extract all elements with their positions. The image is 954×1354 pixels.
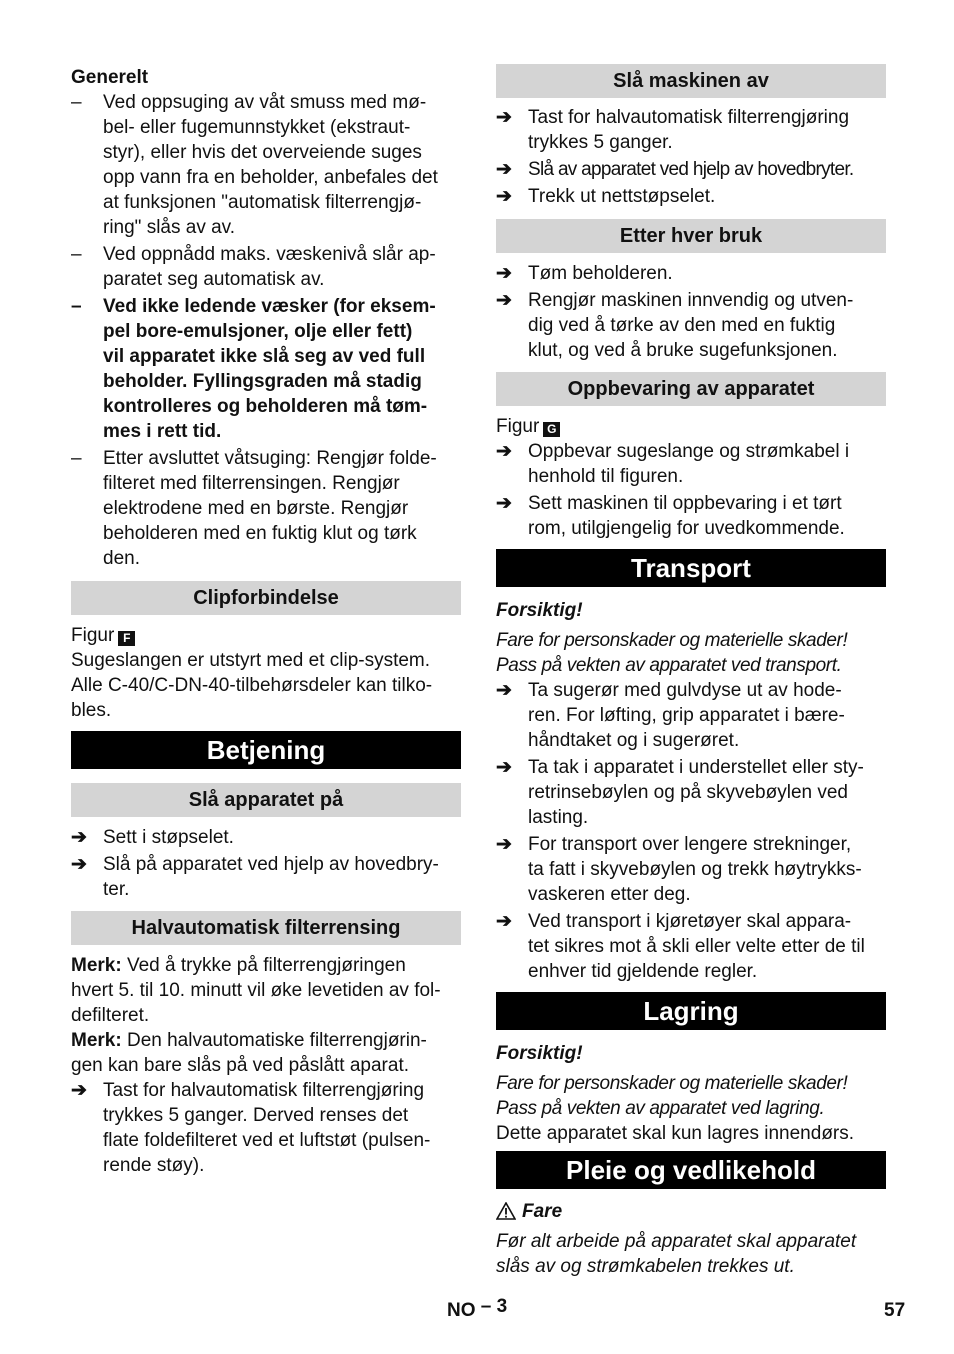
list-item-line: den. — [103, 548, 140, 569]
list-item-line: flate foldefilteret ved et luftstøt (pulsen- — [103, 1130, 431, 1151]
merk-text-2-line-0: Den halvautomatiske filterrengjørin- — [121, 1030, 427, 1051]
list-item-line: filteret med filterrensingen. Rengjør — [103, 473, 400, 494]
slaa-paa-list — [71, 825, 461, 902]
list-item-line: trykkes 5 ganger. Derved renses det — [103, 1105, 409, 1126]
list-item-line: retrinsebøylen og på skyvebøylen ved — [528, 782, 848, 803]
list-item-line: klut, og ved å bruke sugefunksjonen. — [528, 340, 838, 361]
list-item-line: lasting. — [528, 807, 589, 828]
list-item-line: ter. — [103, 879, 130, 900]
arrow-bullet-icon: ➔ — [496, 263, 512, 284]
slaa-maskinen-av-heading: Slå maskinen av — [496, 64, 886, 98]
list-item-line: Slå på apparatet ved hjelp av hovedbry- — [103, 854, 439, 875]
list-item — [71, 446, 461, 571]
list-item-line: håndtaket og i sugerøret. — [528, 730, 740, 751]
list-item-line: Tast for halvautomatisk filterrengjøring — [528, 107, 850, 128]
list-item — [71, 852, 461, 902]
generelt-list — [71, 90, 461, 571]
right-column — [496, 64, 886, 1279]
transport-caution: Forsiktig! — [496, 600, 583, 621]
transport-list — [496, 678, 886, 984]
fare-label-row — [496, 1199, 886, 1224]
list-item-line: vil apparatet ikke slå seg av ved full — [103, 346, 426, 367]
text-line: Alle C-40/C-DN-40-tilbehørsdeler kan tilko- — [71, 675, 433, 696]
betjening-heading: Betjening — [71, 731, 461, 769]
merk-label-1: Merk: — [71, 955, 122, 976]
warning-triangle-icon — [496, 1202, 516, 1220]
dash-bullet-icon: – — [71, 448, 82, 469]
arrow-bullet-icon: ➔ — [496, 107, 512, 128]
list-item-line: beholder. Fyllingsgraden må stadig — [103, 371, 422, 392]
arrow-bullet-icon: ➔ — [71, 827, 87, 848]
arrow-bullet-icon: ➔ — [496, 159, 512, 180]
list-item-line: mes i rett tid. — [103, 421, 222, 442]
arrow-bullet-icon: ➔ — [496, 441, 512, 462]
page-number: 57 — [884, 1300, 906, 1321]
lagring-text: Dette apparatet skal kun lagres innendørs. — [496, 1123, 855, 1144]
list-item-line: styr), eller hvis det overveiende suges — [103, 142, 422, 163]
list-item — [71, 825, 461, 850]
merk-text-1-line-0: Ved å trykke på filterrengjøringen — [121, 955, 406, 976]
halvautomatisk-heading: Halvautomatisk filterrensing — [71, 911, 461, 945]
list-item-line: enhver tid gjeldende regler. — [528, 961, 758, 982]
list-item-line: ring" slås av av. — [103, 217, 236, 238]
list-item — [496, 439, 886, 489]
figure-f-icon: F — [118, 631, 135, 646]
list-item-line: Trekk ut nettstøpselet. — [528, 186, 716, 207]
merk-text-2-line-1: gen kan bare slås på ved påslått aparat. — [71, 1055, 410, 1076]
arrow-bullet-icon: ➔ — [496, 186, 512, 207]
slaa-apparatet-paa-heading: Slå apparatet på — [71, 783, 461, 817]
list-item-line: Sett maskinen til oppbevaring i et tørt — [528, 493, 842, 514]
arrow-bullet-icon: ➔ — [496, 290, 512, 311]
footer-section-number — [447, 1298, 507, 1323]
list-item-line: For transport over lengere strekninger, — [528, 834, 852, 855]
list-item-line: henhold til figuren. — [528, 466, 684, 487]
arrow-bullet-icon: ➔ — [71, 854, 87, 875]
arrow-bullet-icon: ➔ — [496, 680, 512, 701]
list-item-line: Tast for halvautomatisk filterrengjøring — [103, 1080, 425, 1101]
left-column — [71, 64, 461, 1180]
list-item-line: elektrodene med en børste. Rengjør — [103, 498, 409, 519]
clipforbindelse-heading: Clipforbindelse — [71, 581, 461, 615]
list-item-line: rom, utilgjengelig for uvedkommende. — [528, 518, 845, 539]
list-item — [496, 261, 886, 286]
text-line: Fare for personskader og materielle skader! — [496, 1073, 848, 1094]
clip-text — [71, 648, 461, 723]
arrow-bullet-icon: ➔ — [496, 911, 512, 932]
slaa-av-list — [496, 105, 886, 209]
list-item-line: opp vann fra en beholder, anbefales det — [103, 167, 438, 188]
merk-text-1-line-2: defilteret. — [71, 1005, 150, 1026]
merk-text-1-line-1: hvert 5. til 10. minutt vil øke levetiden av fol- — [71, 980, 441, 1001]
list-item-line: Etter avsluttet våtsuging: Rengjør folde- — [103, 448, 437, 469]
list-item — [71, 294, 461, 444]
list-item-line: Rengjør maskinen innvendig og utven- — [528, 290, 854, 311]
list-item — [71, 242, 461, 292]
list-item-line: kontrolleres og beholderen må tøm- — [103, 396, 428, 417]
list-item-line: Ved transport i kjøretøyer skal appara- — [528, 911, 852, 932]
arrow-bullet-icon: ➔ — [71, 1080, 87, 1101]
list-item-line: trykkes 5 ganger. — [528, 132, 673, 153]
list-item — [496, 105, 886, 155]
merk-note-1 — [71, 953, 461, 1028]
generelt-heading: Generelt — [71, 67, 149, 88]
oppb-list — [496, 439, 886, 541]
list-item-line: ren. For løfting, grip apparatet i bære- — [528, 705, 845, 726]
list-item — [496, 832, 886, 907]
figure-label: Figur — [71, 625, 115, 646]
footer-lang: NO — [447, 1300, 476, 1321]
list-item-line: Sett i støpselet. — [103, 827, 234, 848]
text-line: slås av og strømkabelen trekkes ut. — [496, 1256, 795, 1277]
list-item-line: Ved oppsuging av våt smuss med mø- — [103, 92, 427, 113]
text-line: Før alt arbeide på apparatet skal apparatet — [496, 1231, 857, 1252]
text-line: Pass på vekten av apparatet ved lagring. — [496, 1098, 825, 1119]
oppb-figure-ref — [496, 414, 886, 439]
list-item — [496, 491, 886, 541]
list-item — [496, 288, 886, 363]
arrow-bullet-icon: ➔ — [496, 493, 512, 514]
list-item — [496, 678, 886, 753]
figure-label: Figur — [496, 416, 540, 437]
lagring-caution: Forsiktig! — [496, 1043, 583, 1064]
list-item-line: dig ved å tørke av den med en fuktig — [528, 315, 836, 336]
list-item-line: pel bore-emulsjoner, olje eller fett) — [103, 321, 413, 342]
etter-list — [496, 261, 886, 363]
list-item — [71, 90, 461, 240]
text-line: Pass på vekten av apparatet ved transport. — [496, 655, 842, 676]
dash-bullet-icon: – — [71, 296, 82, 317]
list-item — [71, 1078, 461, 1178]
list-item — [496, 909, 886, 984]
text-line: bles. — [71, 700, 112, 721]
list-item-line: at funksjonen "automatisk filterrengjø- — [103, 192, 422, 213]
footer-sep: – — [480, 1296, 492, 1317]
list-item-line: tet sikres mot å skli eller velte etter de til — [528, 936, 865, 957]
pleie-heading: Pleie og vedlikehold — [496, 1151, 886, 1189]
footer-num: 3 — [496, 1296, 508, 1317]
lagring-heading: Lagring — [496, 992, 886, 1030]
list-item-line: Ved oppnådd maks. væskenivå slår ap- — [103, 244, 436, 265]
oppbevaring-heading: Oppbevaring av apparatet — [496, 372, 886, 406]
list-item-line: Slå av apparatet ved hjelp av hovedbryter. — [528, 159, 854, 180]
text-line: Fare for personskader og materielle skader! — [496, 630, 848, 651]
text-line: Sugeslangen er utstyrt med et clip-system. — [71, 650, 431, 671]
fare-label: Fare — [522, 1201, 563, 1222]
fare-text — [496, 1229, 886, 1279]
list-item-line: vaskeren etter deg. — [528, 884, 691, 905]
list-item-line: rende støy). — [103, 1155, 205, 1176]
etter-hver-bruk-heading: Etter hver bruk — [496, 219, 886, 253]
dash-bullet-icon: – — [71, 92, 82, 113]
list-item — [496, 184, 886, 209]
list-item-line: ta fatt i skyvebøylen og trekk høytrykks- — [528, 859, 862, 880]
transport-warning — [496, 628, 886, 678]
arrow-bullet-icon: ➔ — [496, 757, 512, 778]
merk-label-2: Merk: — [71, 1030, 122, 1051]
list-item-line: Ved ikke ledende væsker (for eksem- — [103, 296, 436, 317]
lagring-warning — [496, 1071, 886, 1121]
list-item-line: beholderen med en fuktig klut og tørk — [103, 523, 417, 544]
clip-figure-ref — [71, 623, 461, 648]
list-item-line: Oppbevar sugeslange og strømkabel i — [528, 441, 850, 462]
halv-list — [71, 1078, 461, 1178]
transport-heading: Transport — [496, 549, 886, 587]
arrow-bullet-icon: ➔ — [496, 834, 512, 855]
list-item-line: Ta sugerør med gulvdyse ut av hode- — [528, 680, 842, 701]
dash-bullet-icon: – — [71, 244, 82, 265]
figure-g-icon: G — [543, 422, 560, 437]
list-item — [496, 157, 886, 182]
list-item-line: bel- eller fugemunnstykket (ekstraut- — [103, 117, 411, 138]
list-item-line: paratet seg automatisk av. — [103, 269, 325, 290]
list-item — [496, 755, 886, 830]
merk-note-2 — [71, 1028, 461, 1078]
list-item-line: Tøm beholderen. — [528, 263, 673, 284]
list-item-line: Ta tak i apparatet i understellet eller sty- — [528, 757, 864, 778]
